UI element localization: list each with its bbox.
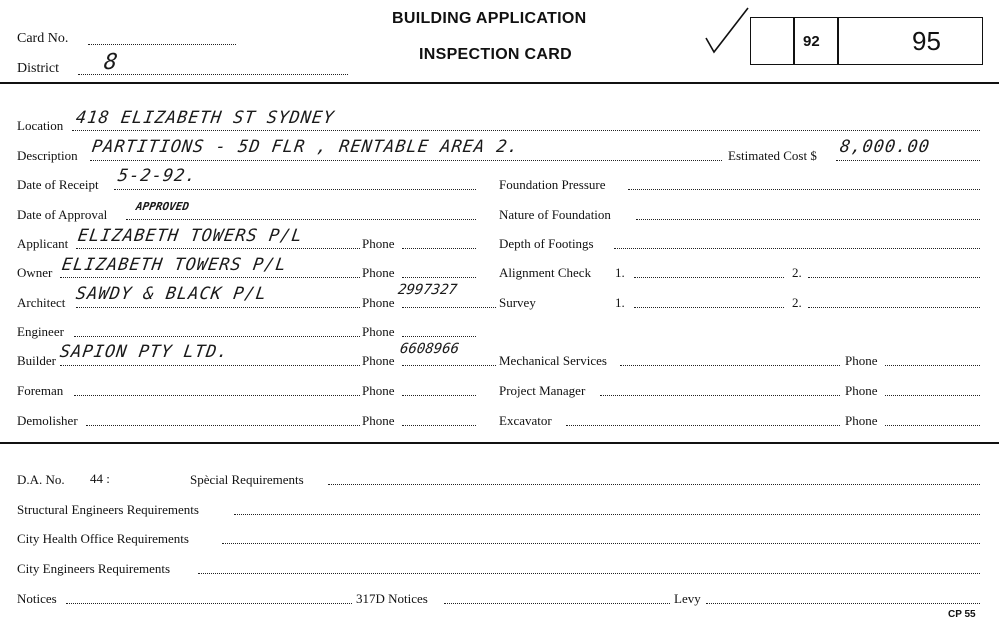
- owner-label: Owner: [17, 265, 53, 280]
- demolisher-field[interactable]: [86, 425, 360, 426]
- card-no-label: Card No.: [17, 31, 69, 46]
- owner-field[interactable]: [60, 277, 360, 278]
- architect-phone-label: Phone: [362, 295, 395, 310]
- architect-label: Architect: [17, 295, 66, 310]
- demolisher-phone-field[interactable]: [402, 425, 476, 426]
- location-label: Location: [17, 118, 64, 133]
- alignment-check-label: Alignment Check: [499, 265, 592, 280]
- applicant-label: Applicant: [17, 236, 69, 251]
- date-receipt-field[interactable]: [114, 189, 476, 190]
- foreman-phone-label: Phone: [362, 383, 395, 398]
- builder-phone-field[interactable]: [402, 365, 496, 366]
- location-field[interactable]: [72, 130, 980, 131]
- da-no-label: D.A. No.: [17, 472, 65, 487]
- applicant-value: ELIZABETH TOWERS P/L: [76, 226, 305, 246]
- excavator-label: Excavator: [499, 413, 552, 428]
- mechanical-field[interactable]: [620, 365, 840, 366]
- applicant-field[interactable]: [76, 248, 360, 249]
- architect-field[interactable]: [76, 307, 360, 308]
- title-line-2: INSPECTION CARD: [419, 46, 572, 63]
- levy-field[interactable]: [706, 603, 980, 604]
- demolisher-phone-label: Phone: [362, 413, 395, 428]
- header-divider: [0, 82, 999, 84]
- estimated-cost-label: Estimated Cost $: [728, 148, 817, 163]
- mechanical-phone-label: Phone: [845, 353, 878, 368]
- mechanical-label: Mechanical Services: [499, 353, 607, 368]
- structural-field[interactable]: [234, 514, 980, 515]
- engineer-phone-field[interactable]: [402, 336, 476, 337]
- builder-value: SAPION PTY LTD.: [58, 342, 230, 362]
- engineer-label: Engineer: [17, 324, 64, 339]
- estimated-cost-value: 8,000.00: [838, 137, 932, 157]
- survey-field-1[interactable]: [634, 307, 784, 308]
- city-health-label: City Health Office Requirements: [17, 531, 189, 546]
- notices-field[interactable]: [66, 603, 352, 604]
- da-no-value: 44 :: [90, 471, 110, 486]
- survey-num-2: 2.: [792, 295, 802, 310]
- architect-phone-field[interactable]: [402, 307, 496, 308]
- foundation-pressure-label: Foundation Pressure: [499, 177, 606, 192]
- project-manager-field[interactable]: [600, 395, 840, 396]
- demolisher-label: Demolisher: [17, 413, 78, 428]
- city-engineers-label: City Engineers Requirements: [17, 561, 171, 576]
- builder-field[interactable]: [60, 365, 360, 366]
- card-number-box: [750, 17, 983, 65]
- project-manager-phone-field[interactable]: [885, 395, 980, 396]
- alignment-num-1: 1.: [615, 265, 625, 280]
- architect-phone-value: 2997327: [396, 282, 459, 298]
- card-no-field[interactable]: [88, 44, 236, 45]
- foreman-phone-field[interactable]: [402, 395, 476, 396]
- mechanical-phone-field[interactable]: [885, 365, 980, 366]
- excavator-field[interactable]: [566, 425, 840, 426]
- applicant-phone-label: Phone: [362, 236, 395, 251]
- description-label: Description: [17, 148, 78, 163]
- foreman-label: Foreman: [17, 383, 64, 398]
- estimated-cost-field[interactable]: [836, 160, 980, 161]
- city-engineers-field[interactable]: [198, 573, 980, 574]
- foundation-pressure-field[interactable]: [628, 189, 980, 190]
- owner-value: ELIZABETH TOWERS P/L: [60, 255, 289, 275]
- title-line-1: BUILDING APPLICATION: [392, 10, 587, 27]
- excavator-phone-label: Phone: [845, 413, 878, 428]
- check-mark-icon: [700, 4, 752, 56]
- depth-footings-label: Depth of Footings: [499, 236, 594, 251]
- engineer-field[interactable]: [74, 336, 360, 337]
- depth-footings-field[interactable]: [614, 248, 980, 249]
- description-field[interactable]: [90, 160, 722, 161]
- district-value: 8: [102, 50, 121, 75]
- special-requirements-field[interactable]: [328, 484, 980, 485]
- notices-label: Notices: [17, 591, 57, 606]
- nature-foundation-field[interactable]: [636, 219, 980, 220]
- builder-phone-value: 6608966: [398, 341, 461, 357]
- district-field[interactable]: [78, 74, 348, 75]
- box-large-number: 95: [912, 26, 941, 56]
- owner-phone-field[interactable]: [402, 277, 476, 278]
- nature-foundation-label: Nature of Foundation: [499, 207, 611, 222]
- engineer-phone-label: Phone: [362, 324, 395, 339]
- foreman-field[interactable]: [74, 395, 360, 396]
- date-receipt-value: 5-2-92.: [116, 166, 199, 186]
- special-requirements-label: Spècial Requirements: [190, 472, 304, 487]
- notices-317d-label: 317D Notices: [356, 591, 428, 606]
- location-value: 418 ELIZABETH ST SYDNEY: [74, 108, 336, 128]
- structural-label: Structural Engineers Requirements: [17, 502, 199, 517]
- applicant-phone-field[interactable]: [402, 248, 476, 249]
- survey-field-2[interactable]: [808, 307, 980, 308]
- levy-label: Levy: [674, 591, 701, 606]
- city-health-field[interactable]: [222, 543, 980, 544]
- form-code: CP 55: [948, 609, 976, 620]
- alignment-num-2: 2.: [792, 265, 802, 280]
- date-approval-label: Date of Approval: [17, 207, 108, 222]
- requirements-divider: [0, 442, 999, 444]
- architect-value: SAWDY & BLACK P/L: [74, 284, 269, 304]
- alignment-check-field-1[interactable]: [634, 277, 784, 278]
- builder-label: Builder: [17, 353, 56, 368]
- box-small-number: 92: [803, 33, 820, 50]
- excavator-phone-field[interactable]: [885, 425, 980, 426]
- project-manager-phone-label: Phone: [845, 383, 878, 398]
- owner-phone-label: Phone: [362, 265, 395, 280]
- project-manager-label: Project Manager: [499, 383, 586, 398]
- date-approval-value: APPROVED: [135, 200, 190, 213]
- description-value: PARTITIONS - 5D FLR , RENTABLE AREA 2.: [90, 137, 521, 157]
- survey-label: Survey: [499, 295, 536, 310]
- box-divider: [793, 17, 795, 65]
- date-receipt-label: Date of Receipt: [17, 177, 99, 192]
- notices-317d-field[interactable]: [444, 603, 670, 604]
- box-divider: [837, 17, 839, 65]
- builder-phone-label: Phone: [362, 353, 395, 368]
- date-approval-field[interactable]: [126, 219, 476, 220]
- alignment-check-field-2[interactable]: [808, 277, 980, 278]
- district-label: District: [17, 61, 59, 76]
- survey-num-1: 1.: [615, 295, 625, 310]
